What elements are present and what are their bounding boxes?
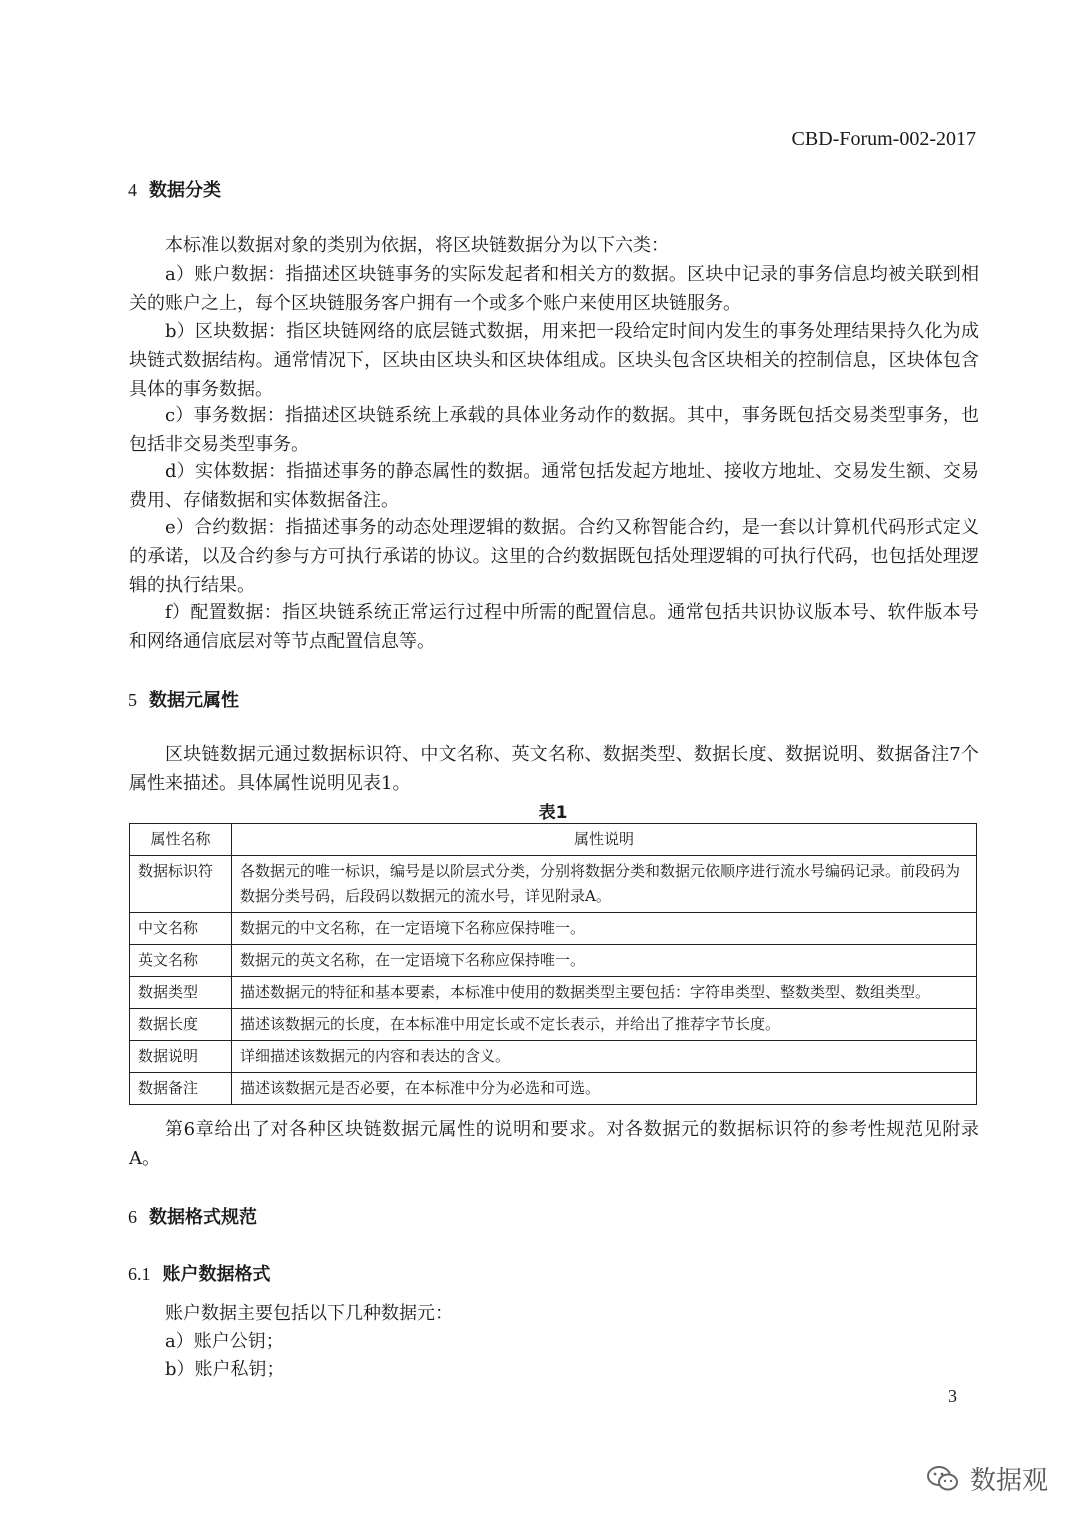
document-id: CBD-Forum-002-2017: [791, 128, 976, 150]
table-header-row: [130, 824, 977, 856]
category-item-d: d）实体数据：指描述事务的静态属性的数据。通常包括发起方地址、接收方地址、交易发生额、交易费用、存储数据和实体数据备注。: [129, 461, 979, 511]
section-number: 5: [128, 690, 137, 710]
table-header-desc: 属性说明: [232, 824, 977, 856]
subsection-6-1-heading: [128, 1260, 271, 1286]
category-item-a: a）账户数据：指描述区块链事务的实际发起者和相关方的数据。区块中记录的事务信息均被关联到相关的账户之上，每个区块链服务客户拥有一个或多个账户来使用区块链服务。: [129, 264, 979, 314]
section-number: 6: [128, 1207, 137, 1227]
page-number: 3: [948, 1386, 957, 1406]
attribute-desc: 描述数据元的特征和基本要素，本标准中使用的数据类型主要包括：字符串类型、整数类型、数组类型。: [232, 977, 977, 1009]
category-item-e: e）合约数据：指描述事务的动态处理逻辑的数据。合约又称智能合约，是一套以计算机代码形式定义的承诺，以及合约参与方可执行承诺的协议。这里的合约数据既包括处理逻辑的可执行代码，也包括处理逻辑的执行结果。: [129, 517, 979, 596]
attribute-name: 数据类型: [130, 977, 232, 1009]
subsection-number: 6.1: [128, 1264, 151, 1284]
subsection-title: 账户数据格式: [162, 1264, 271, 1285]
table-row: [130, 945, 977, 977]
section-title: 数据元属性: [149, 690, 239, 711]
table-header-name: 属性名称: [130, 824, 232, 856]
attribute-name: 中文名称: [130, 913, 232, 945]
section-6-heading: [128, 1203, 257, 1229]
table-caption: 表1: [538, 803, 568, 823]
attribute-name: 英文名称: [130, 945, 232, 977]
attribute-name: 数据备注: [130, 1073, 232, 1105]
attribute-desc: 描述该数据元的长度，在本标准中用定长或不定长表示，并给出了推荐字节长度。: [232, 1009, 977, 1041]
table-row: [130, 1073, 977, 1105]
section-title: 数据分类: [149, 180, 221, 201]
section-5-after: 第6章给出了对各种区块链数据元属性的说明和要求。对各数据元的数据标识符的参考性规范见附录A。: [129, 1119, 979, 1169]
table-row: [130, 913, 977, 945]
section-6-intro: 账户数据主要包括以下几种数据元：: [165, 1303, 453, 1324]
category-item-c: c）事务数据：指描述区块链系统上承载的具体业务动作的数据。其中，事务既包括交易类型事务，也包括非交易类型事务。: [129, 405, 979, 455]
attribute-desc: 各数据元的唯一标识，编号是以阶层式分类，分别将数据分类和数据元依顺序进行流水号编码记录。前段码为数据分类号码，后段码以数据元的流水号，详见附录A。: [232, 856, 977, 913]
account-item-a: a）账户公钥；: [165, 1331, 284, 1352]
attribute-desc: 详细描述该数据元的内容和表达的含义。: [232, 1041, 977, 1073]
section-4-intro: 本标准以数据对象的类别为依据，将区块链数据分为以下六类：: [165, 235, 669, 256]
category-item-b: b）区块数据：指区块链网络的底层链式数据，用来把一段给定时间内发生的事务处理结果持久化为成块链式数据结构。通常情况下，区块由区块头和区块体组成。区块头包含区块相关的控制信息，区块体包含具体的事务数据。: [129, 321, 979, 400]
table-row: [130, 1009, 977, 1041]
attribute-desc: 描述该数据元是否必要，在本标准中分为必选和可选。: [232, 1073, 977, 1105]
attribute-desc: 数据元的英文名称，在一定语境下名称应保持唯一。: [232, 945, 977, 977]
attribute-name: 数据长度: [130, 1009, 232, 1041]
section-5-heading: [128, 686, 239, 712]
section-4-heading: [128, 176, 221, 202]
section-number: 4: [128, 180, 137, 200]
attribute-desc: 数据元的中文名称，在一定语境下名称应保持唯一。: [232, 913, 977, 945]
account-item-b: b）账户私钥；: [165, 1359, 285, 1380]
table-row: [130, 856, 977, 913]
watermark-text: 数据观: [969, 1466, 1048, 1496]
section-title: 数据格式规范: [149, 1207, 257, 1228]
attribute-name: 数据说明: [130, 1041, 232, 1073]
category-item-f: f）配置数据：指区块链系统正常运行过程中所需的配置信息。通常包括共识协议版本号、软件版本号和网络通信底层对等节点配置信息等。: [129, 602, 979, 652]
watermark: [926, 1460, 1048, 1497]
attribute-table: [129, 823, 977, 1105]
table-row: [130, 1041, 977, 1073]
attribute-name: 数据标识符: [130, 856, 232, 913]
table-row: [130, 977, 977, 1009]
wechat-icon: [926, 1464, 960, 1494]
section-5-intro: 区块链数据元通过数据标识符、中文名称、英文名称、数据类型、数据长度、数据说明、数据备注7个属性来描述。具体属性说明见表1。: [129, 744, 979, 794]
